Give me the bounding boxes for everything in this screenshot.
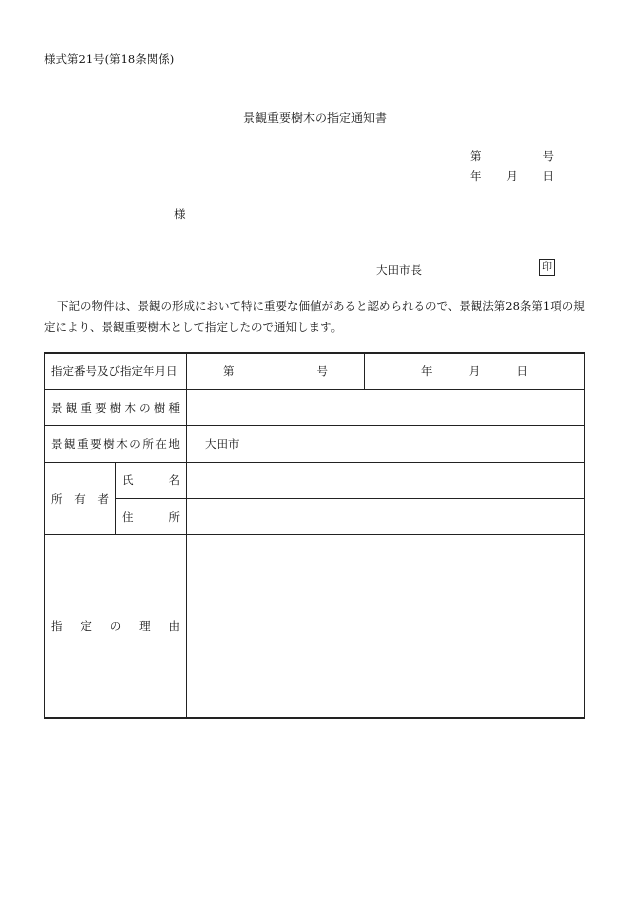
label-char: 景 xyxy=(51,400,63,415)
label-char: の xyxy=(139,400,151,415)
label-char: 住 xyxy=(122,509,134,524)
ref-year: 年 xyxy=(470,169,482,183)
designation-table xyxy=(44,352,585,719)
label-char: 者 xyxy=(97,491,109,506)
label-char: 由 xyxy=(168,619,180,634)
label-designation-reason xyxy=(45,535,187,718)
label-tree-location xyxy=(45,426,187,462)
ref-no-prefix: 第 xyxy=(470,149,482,163)
label-char: 重 xyxy=(80,400,92,415)
ref-month: 月 xyxy=(506,169,518,183)
label-owner-address xyxy=(116,499,187,535)
label-char: 木 xyxy=(116,436,128,451)
label-designation-number: 指定番号及び指定年月日 xyxy=(45,353,187,389)
label-char: 木 xyxy=(124,400,136,415)
addressee: 様 xyxy=(174,207,186,221)
label-char: の xyxy=(109,619,122,634)
label-char: 定 xyxy=(80,619,92,634)
row-owner-name xyxy=(45,462,585,498)
row-tree-species xyxy=(45,389,585,425)
label-char: 所 xyxy=(168,509,180,524)
reference-date xyxy=(470,168,554,184)
no-suffix: 号 xyxy=(316,364,328,379)
row-tree-location xyxy=(45,426,585,462)
year: 年 xyxy=(421,364,433,379)
label-char: 種 xyxy=(168,400,180,415)
issuer: 大田市長 xyxy=(376,263,422,277)
label-char: 名 xyxy=(168,473,180,488)
document-title: 景観重要樹木の指定通知書 xyxy=(242,111,387,125)
ref-no-suffix: 号 xyxy=(542,149,554,163)
label-owner-name xyxy=(116,462,187,498)
input-designation-reason[interactable] xyxy=(187,535,585,718)
reference-number xyxy=(470,148,554,164)
label-char: 指 xyxy=(51,619,63,634)
label-char: 樹 xyxy=(103,436,115,451)
label-char: 樹 xyxy=(109,400,122,415)
month: 月 xyxy=(468,364,481,379)
row-designation-number xyxy=(45,353,585,389)
label-char: 要 xyxy=(90,436,102,451)
label-char: 要 xyxy=(95,400,107,415)
label-char: 所 xyxy=(142,436,154,451)
cell-designation-number xyxy=(187,353,365,389)
notice-body: 下記の物件は、景観の形成において特に重要な価値があると認められるので、景観法第28条第1項の規定により、景観重要樹木として指定したので通知します。 xyxy=(44,299,585,334)
label-char: 有 xyxy=(74,491,86,506)
value-tree-location[interactable]: 大田市 xyxy=(187,426,585,462)
seal-stamp: 印 xyxy=(539,259,555,276)
input-tree-species[interactable] xyxy=(187,389,585,425)
label-char: 氏 xyxy=(122,473,134,488)
label-char: 樹 xyxy=(153,400,166,415)
row-owner-address xyxy=(45,499,585,535)
label-char: の xyxy=(129,436,141,451)
ref-day: 日 xyxy=(542,169,554,183)
label-char: 景 xyxy=(51,436,63,451)
no-prefix: 第 xyxy=(223,364,235,379)
label-char: 所 xyxy=(51,491,63,506)
label-tree-species xyxy=(45,389,187,425)
day: 日 xyxy=(516,364,528,379)
label-char: 地 xyxy=(168,436,180,451)
label-char: 理 xyxy=(139,619,151,634)
label-owner xyxy=(45,462,116,535)
label-char: 在 xyxy=(155,436,167,451)
label-char: 重 xyxy=(77,436,89,451)
form-number: 様式第21号(第18条関係) xyxy=(44,52,175,66)
row-designation-reason xyxy=(45,535,585,718)
label-char: 観 xyxy=(65,400,78,415)
input-owner-name[interactable] xyxy=(187,462,585,498)
input-owner-address[interactable] xyxy=(187,499,585,535)
label-char: 観 xyxy=(64,436,76,451)
cell-designation-date xyxy=(365,353,585,389)
